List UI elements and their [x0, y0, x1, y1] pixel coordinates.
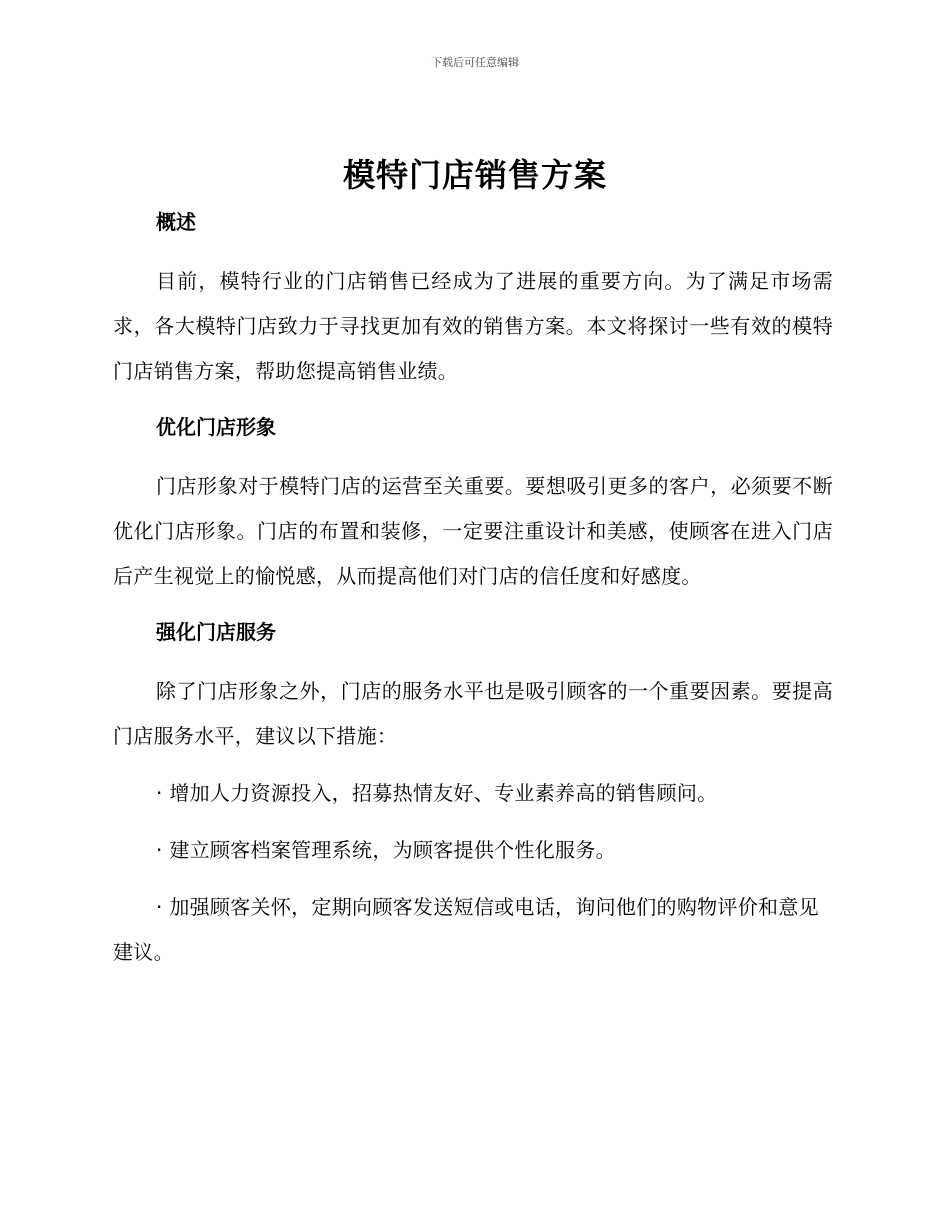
paragraph-store-service: 除了门店形象之外，门店的服务水平也是吸引顾客的一个重要因素。要提高门店服务水平，建议以下措施： — [113, 679, 833, 748]
document-title: 模特门店销售方案 — [342, 156, 607, 194]
page-header-note: 下载后可任意编辑 — [431, 56, 519, 69]
list-item: · 加强顾客关怀，定期向顾客发送短信或电话，询问他们的购物评价和意见建议。 — [113, 895, 819, 964]
section-heading-store-image: 优化门店形象 — [156, 415, 276, 439]
paragraph-overview: 目前，模特行业的门店销售已经成为了进展的重要方向。为了满足市场需求，各大模特门店致力于寻找更加有效的销售方案。本文将探讨一些有效的模特门店销售方案，帮助您提高销售业绩。 — [113, 269, 833, 383]
list-item: · 增加人力资源投入，招募热情友好、专业素养高的销售顾问。 — [156, 781, 718, 805]
section-heading-overview: 概述 — [156, 210, 196, 234]
list-item: · 建立顾客档案管理系统，为顾客提供个性化服务。 — [156, 838, 616, 862]
document-body — [113, 203, 833, 975]
section-heading-store-service: 强化门店服务 — [156, 620, 276, 644]
paragraph-store-image: 门店形象对于模特门店的运营至关重要。要想吸引更多的客户，必须要不断优化门店形象。门店的布置和装修，一定要注重设计和美感，使顾客在进入门店后产生视觉上的愉悦感，从而提高他们对门店的信任度和好感度。 — [113, 474, 833, 588]
